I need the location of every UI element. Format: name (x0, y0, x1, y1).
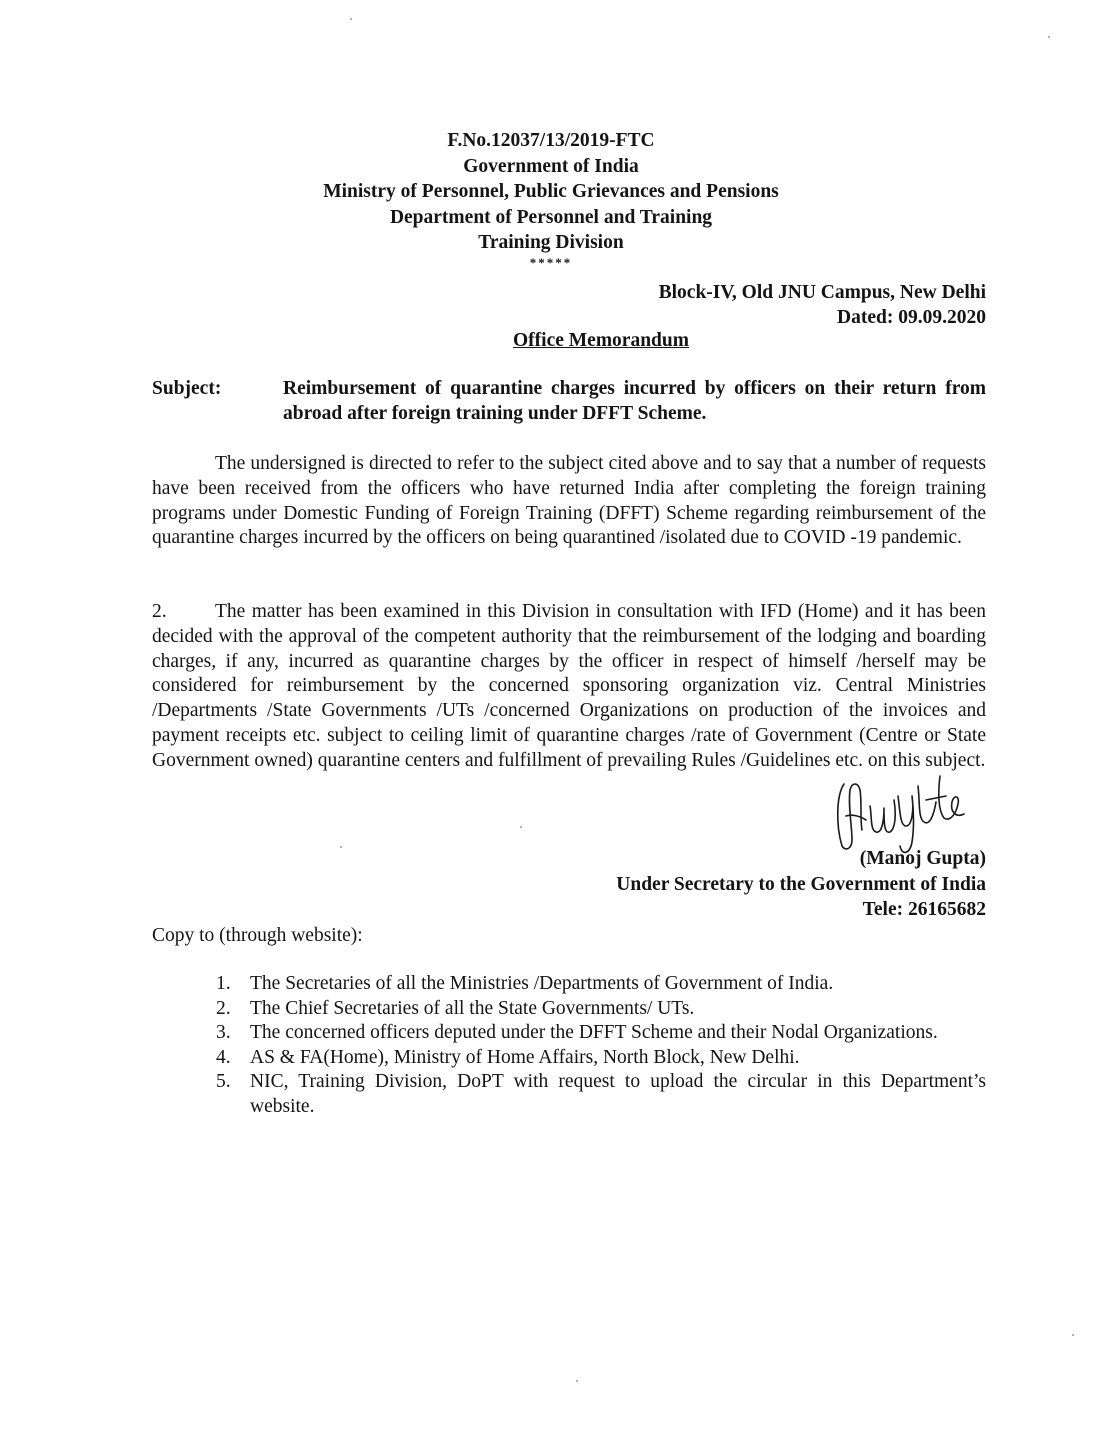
paragraph-2-text: The matter has been examined in this Division in consultation with IFD (Home) and it has been decided with the approval of the competent authority that the reimbursement of the lodging and boarding charges, if any, incurred as quarantine charges by the officer in respect of himself /herself may be considered for reimbursement by the concerned sponsoring organization viz. Central Ministries /Departments /State Governments /UTs /concerned Organizations on production of the invoices and payment receipts etc. subject to ceiling limit of quarantine charges /rate of Government (Centre or State Government owned) quarantine centers and fulfillment of prevailing Rules /Guidelines etc. on this subject. (152, 601, 986, 771)
scan-speck (1048, 36, 1050, 38)
list-item (216, 1046, 986, 1071)
ministry-name: Ministry of Personnel, Public Grievances and Pensions (323, 181, 779, 202)
list-item-text: The Chief Secretaries of all the State Governments/ UTs. (250, 997, 695, 1019)
list-item-text: NIC, Training Division, DoPT with request to upload the circular in this Department’s website. (250, 1071, 986, 1117)
list-item-number: 3. (216, 1022, 231, 1043)
list-item-number: 2. (216, 997, 231, 1019)
signatory-name: (Manoj Gupta) (859, 848, 986, 869)
separator-stars: ***** (529, 254, 573, 270)
office-location: Block-IV, Old JNU Campus, New Delhi (658, 282, 986, 303)
paragraph-2 (152, 600, 986, 774)
copy-to-list (216, 972, 986, 1119)
address-block (659, 281, 986, 330)
government-name: Government of India (463, 155, 639, 177)
list-item-number: 1. (216, 973, 231, 994)
scan-speck (576, 1380, 578, 1382)
list-item (216, 1070, 986, 1119)
paragraph-1 (152, 452, 986, 551)
list-item-text: AS & FA(Home), Ministry of Home Affairs, North Block, New Delhi. (250, 1046, 800, 1068)
file-number: F.No.12037/13/2019-FTC (447, 130, 655, 151)
list-item-number: 4. (216, 1046, 231, 1068)
scan-speck (520, 826, 522, 828)
memo-date: Dated: 09.09.2020 (837, 306, 986, 328)
subject-text: Reimbursement of quarantine charges incurred by officers on their return from abroad after foreign training under DFFT Scheme. (283, 378, 986, 424)
department-name: Department of Personnel and Training (389, 206, 713, 228)
signatory-designation: Under Secretary to the Government of India (616, 874, 986, 895)
memo-title: Office Memorandum (513, 330, 689, 351)
signatory-phone: Tele: 26165682 (862, 899, 986, 920)
list-item (216, 1021, 986, 1046)
subject-label: Subject: (152, 378, 222, 399)
scan-speck (340, 846, 342, 848)
scan-speck (1072, 1334, 1074, 1336)
letterhead (0, 128, 1102, 270)
copy-to-label: Copy to (through website): (152, 925, 363, 946)
list-item (216, 997, 986, 1022)
paragraph-1-text: The undersigned is directed to refer to the subject cited above and to say that a number of requests have been received from the officers who have returned India after completing the foreign training programs under Domestic Funding of Foreign Training (DFFT) Scheme regarding reimbursement of the quarantine charges incurred by the officers on being quarantined /isolated due to COVID -19 pandemic. (152, 453, 986, 549)
paragraph-2-number: 2. (152, 601, 167, 622)
scan-speck (350, 18, 352, 20)
division-name: Training Division (478, 232, 624, 253)
list-item-text: The Secretaries of all the Ministries /Departments of Government of India. (250, 973, 834, 994)
list-item (216, 972, 986, 997)
list-item-number: 5. (216, 1071, 231, 1092)
list-item-text: The concerned officers deputed under the DFFT Scheme and their Nodal Organizations. (250, 1022, 938, 1043)
